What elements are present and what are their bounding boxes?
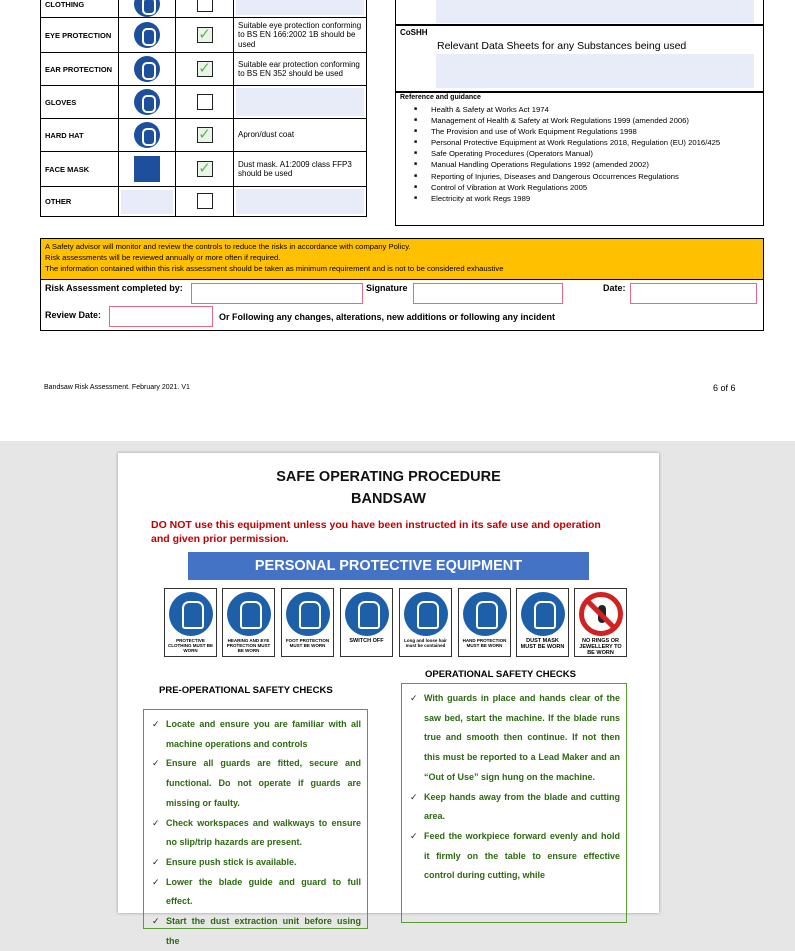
gloves-icon bbox=[463, 592, 507, 636]
date-label: Date: bbox=[603, 283, 626, 293]
sop-subtitle: BANDSAW bbox=[351, 491, 426, 507]
reference-label: Reference and guidance bbox=[400, 94, 481, 101]
ppe-sign bbox=[222, 588, 275, 657]
ppe-row-note[interactable] bbox=[234, 0, 367, 18]
ppe-checkbox[interactable]: ✓ bbox=[198, 159, 211, 177]
ppe-row-check-cell bbox=[176, 18, 234, 53]
safety-advisor-notice bbox=[40, 238, 764, 280]
operational-checklist bbox=[401, 683, 627, 923]
coshh-input[interactable] bbox=[436, 54, 754, 88]
ppe-row-icon-cell bbox=[119, 119, 176, 152]
ppe-row-note[interactable]: Suitable ear protection conforming to BS EN 352 should be used bbox=[234, 53, 367, 86]
protective-clothing-icon bbox=[134, 0, 160, 17]
ppe-sign-caption: NO RINGS OR JEWELLERY TO BE WORN bbox=[579, 638, 622, 656]
ppe-row-check-cell bbox=[176, 119, 234, 152]
reference-item: ■ Manual Handling Operations Regulations 1992 (amended 2002) bbox=[414, 159, 720, 170]
reference-item: ■ Management of Health & Safety at Work Regulations 1999 (amended 2006) bbox=[414, 115, 720, 126]
ppe-table bbox=[40, 0, 367, 217]
ppe-row-icon-cell bbox=[119, 86, 176, 119]
ppe-checkbox[interactable]: ✓ bbox=[198, 25, 211, 43]
warning-text: DO NOT use this equipment unless you have been instructed in its safe use and operation and given prior permission. bbox=[151, 519, 601, 545]
ppe-row-check-cell bbox=[176, 86, 234, 119]
switch-off-icon bbox=[345, 592, 389, 636]
ppe-sign-caption: FOOT PROTECTION MUST BE WORN bbox=[285, 638, 330, 648]
hard-hat-icon bbox=[134, 122, 160, 148]
ppe-row-icon-cell bbox=[119, 18, 176, 53]
ppe-checkbox[interactable] bbox=[197, 193, 213, 209]
ppe-sign-caption: Long and loose hair must be contained bbox=[404, 638, 447, 648]
ppe-row-icon-cell bbox=[119, 152, 176, 187]
ppe-row-check-cell bbox=[176, 187, 234, 217]
ppe-sign-caption: PROTECTIVE CLOTHING MUST BE WORN bbox=[168, 638, 213, 653]
hair-net-icon bbox=[404, 592, 448, 636]
ppe-row-icon-cell bbox=[119, 0, 176, 18]
ppe-sign-caption: SWITCH OFF bbox=[349, 638, 384, 644]
reference-item: ■ Safe Operating Procedures (Operators Manual) bbox=[414, 148, 720, 159]
ppe-sign bbox=[340, 588, 393, 657]
ppe-row-check-cell bbox=[176, 152, 234, 187]
reference-item: ■ Personal Protective Equipment at Work Regulations 2018, Regulation (EU) 2016/425 bbox=[414, 137, 720, 148]
ppe-sign bbox=[281, 588, 334, 657]
ppe-banner: PERSONAL PROTECTIVE EQUIPMENT bbox=[188, 552, 589, 580]
pre-operational-checklist bbox=[143, 709, 368, 946]
gloves-icon bbox=[134, 89, 160, 115]
ppe-row-label: FACE MASK bbox=[41, 152, 119, 187]
ppe-checkbox[interactable]: ✓ bbox=[198, 59, 211, 77]
advisor-line: A Safety advisor will monitor and review the controls to reduce the risks in accordance with company Policy. bbox=[45, 242, 411, 251]
sop-title: SAFE OPERATING PROCEDURE bbox=[276, 469, 501, 485]
footer-page-number: 6 of 6 bbox=[713, 383, 736, 393]
ppe-row bbox=[41, 86, 367, 119]
completed-by-field[interactable] bbox=[191, 283, 363, 304]
ppe-sign-caption: HAND PROTECTION MUST BE WORN bbox=[462, 638, 507, 648]
ppe-row-icon-cell bbox=[119, 53, 176, 86]
checklist-item: ✓ Start the dust extraction unit before using the bbox=[152, 912, 361, 951]
completed-by-label: Risk Assessment completed by: bbox=[45, 283, 183, 293]
coshh-text: Relevant Data Sheets for any Substances being used bbox=[437, 40, 687, 52]
reference-item: ■ Electricity at work Regs 1989 bbox=[414, 193, 720, 204]
pre-operational-title: PRE-OPERATIONAL SAFETY CHECKS bbox=[159, 685, 333, 696]
dust-mask-icon bbox=[521, 592, 565, 636]
ppe-row-note[interactable]: Dust mask. A1:2009 class FFP3 should be used bbox=[234, 152, 367, 187]
protective-clothing-icon bbox=[169, 592, 213, 636]
review-note: Or Following any changes, alterations, new additions or following any incident bbox=[219, 312, 556, 322]
checklist-item: ✓ Keep hands away from the blade and cutting area. bbox=[410, 788, 620, 827]
operational-title: OPERATIONAL SAFETY CHECKS bbox=[425, 669, 576, 680]
review-date-field[interactable] bbox=[109, 306, 213, 327]
ppe-icon-blank bbox=[121, 190, 173, 214]
ppe-row-check-cell bbox=[176, 53, 234, 86]
checklist-item: ✓ Check workspaces and walkways to ensure no slip/trip hazards are present. bbox=[152, 814, 361, 853]
ear-protection-icon bbox=[134, 56, 160, 82]
signature-field[interactable] bbox=[413, 283, 563, 304]
advisor-line: The information contained within this risk assessment should be taken as minimum requirement and is not to be considered exhaustive bbox=[45, 264, 504, 273]
ppe-row bbox=[41, 152, 367, 187]
ppe-row bbox=[41, 187, 367, 217]
ppe-sign bbox=[164, 588, 217, 657]
clothing-notes-box bbox=[395, 0, 764, 25]
ppe-row-note[interactable] bbox=[234, 187, 367, 217]
reference-box bbox=[395, 92, 764, 226]
reference-item: ■ The Provision and use of Work Equipment Regulations 1998 bbox=[414, 126, 720, 137]
ppe-sign bbox=[574, 588, 627, 657]
ppe-row bbox=[41, 0, 367, 18]
checklist-item: ✓ Feed the workpiece forward evenly and hold it firmly on the table to ensure effective control during cutting, while bbox=[410, 827, 620, 886]
ppe-sign bbox=[399, 588, 452, 657]
ppe-row-label: EYE PROTECTION bbox=[41, 18, 119, 53]
face-mask-icon bbox=[134, 156, 160, 182]
ppe-row-label: EAR PROTECTION bbox=[41, 53, 119, 86]
reference-list bbox=[414, 104, 720, 204]
footer-doc-name: Bandsaw Risk Assessment. February 2021. V1 bbox=[44, 384, 190, 391]
eye-protection-icon bbox=[134, 22, 160, 48]
no-jewellery-icon bbox=[579, 592, 623, 636]
reference-item: ■ Health & Safety at Works Act 1974 bbox=[414, 104, 720, 115]
signature-label: Signature bbox=[366, 283, 408, 293]
coshh-box bbox=[395, 25, 764, 92]
coshh-label: CoSHH bbox=[400, 28, 428, 37]
ppe-sign-caption: HEARING AND EYE PROTECTION MUST BE WORN bbox=[226, 638, 271, 653]
ppe-row-note[interactable]: Suitable eye protection conforming to BS EN 166:2002 1B should be used bbox=[234, 18, 367, 53]
hearing-eye-protection-icon bbox=[227, 592, 271, 636]
ppe-row-label: GLOVES bbox=[41, 86, 119, 119]
risk-assessment-page bbox=[0, 0, 795, 441]
checklist-item: ✓ Locate and ensure you are familiar with all machine operations and controls bbox=[152, 715, 361, 754]
ppe-sign bbox=[516, 588, 569, 657]
reference-item: ■ Control of Vibration at Work Regulations 2005 bbox=[414, 182, 720, 193]
ppe-checkbox[interactable]: ✓ bbox=[198, 125, 211, 143]
ppe-checkbox[interactable] bbox=[197, 94, 213, 110]
reference-item: ■ Reporting of Injuries, Diseases and Dangerous Occurrences Regulations bbox=[414, 171, 720, 182]
ppe-row-label: OTHER bbox=[41, 187, 119, 217]
ppe-row-label: HARD HAT bbox=[41, 119, 119, 152]
date-field[interactable] bbox=[630, 283, 757, 304]
ppe-row-icon-cell bbox=[119, 187, 176, 217]
ppe-row bbox=[41, 53, 367, 86]
checklist-item: ✓ Ensure push stick is available. bbox=[152, 853, 361, 873]
safety-boot-icon bbox=[286, 592, 330, 636]
ppe-checkbox[interactable] bbox=[197, 0, 213, 12]
checklist-item: ✓ Ensure all guards are fitted, secure and functional. Do not operate if guards are missing or faulty. bbox=[152, 754, 361, 813]
ppe-row-check-cell bbox=[176, 0, 234, 18]
advisor-line: Risk assessments will be reviewed annually or more often if required. bbox=[45, 253, 281, 262]
ppe-row-label: CLOTHING bbox=[41, 0, 119, 18]
signoff-block bbox=[40, 280, 764, 331]
sop-page bbox=[118, 453, 659, 946]
ppe-sign bbox=[458, 588, 511, 657]
checklist-item: ✓ With guards in place and hands clear of the saw bed, start the machine. If the blade runs true and smooth then continue. If not then this must be reported to a Lead Maker and an “Out of Use” sign hung on the machine. bbox=[410, 689, 620, 788]
review-date-label: Review Date: bbox=[45, 310, 102, 320]
ppe-row bbox=[41, 119, 367, 152]
ppe-row-note[interactable] bbox=[234, 86, 367, 119]
ppe-row-note[interactable]: Apron/dust coat bbox=[234, 119, 367, 152]
ppe-row bbox=[41, 18, 367, 53]
checklist-item: ✓ Lower the blade guide and guard to full effect. bbox=[152, 873, 361, 912]
ppe-sign-caption: DUST MASK MUST BE WORN bbox=[520, 638, 565, 650]
